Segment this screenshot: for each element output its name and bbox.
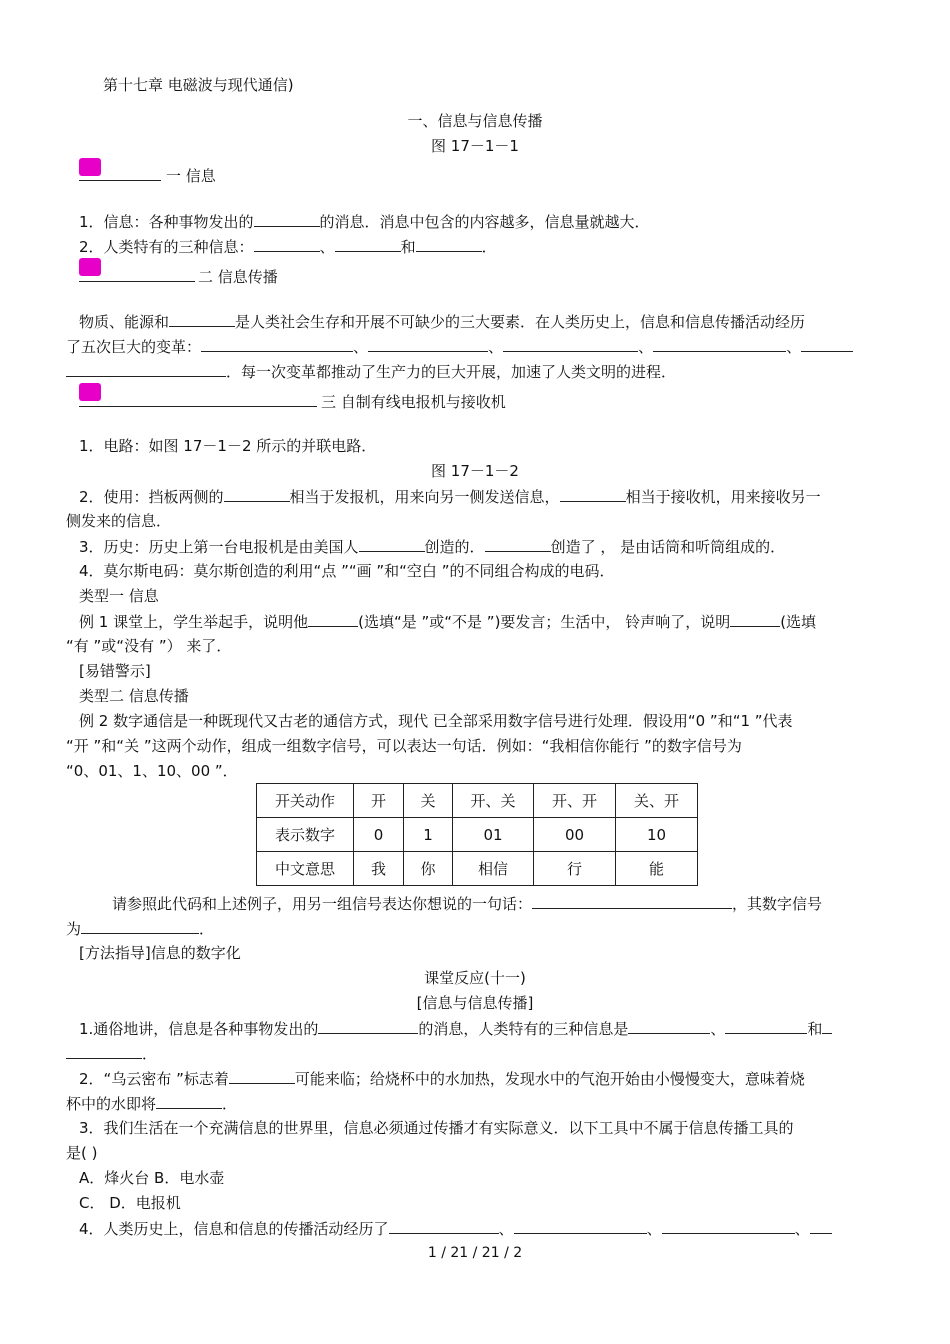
table-cell: 你 [404,852,453,886]
s3-line-3: 侧发来的信息． [66,512,172,530]
example-1-line-2: “有 ”或“没有 ”） 来了． [66,637,232,655]
example-2-line-2: “开 ”和“关 ”这两个动作，组成一组数字信号，可以表达一句话．例如：“我相信你能行 ”的数字信号为 [66,737,742,755]
section-rule [79,405,317,407]
table-row [257,784,698,818]
table-cell: 表示数字 [257,818,354,852]
q3-options-ab: A．烽火台 B．电水壶 [79,1169,225,1187]
q1-line-2: ． [66,1043,157,1064]
signal-code-table [256,783,698,886]
page-footer: 1 / 21 / 21 / 2 [427,1245,523,1261]
section-rule [79,280,195,282]
example-2-line-3: “0、01、1、10、00 ”． [66,762,238,780]
pink-marker-icon [79,258,101,276]
q3-line-2: 是( ) [66,1144,98,1162]
example-1-line-1: 例 1 课堂上，学生举起手，说明他 (选填“是 ”或“不是 ”)要发言；生活中， 铃声响了，说明 (选填 [79,613,817,631]
table-cell: 关 [404,784,453,818]
table-cell: 1 [404,818,453,852]
example-2-question-line-2: 为 ． [66,920,215,938]
table-cell: 0 [354,818,404,852]
table-cell: 能 [616,852,698,886]
q3-options-cd: C． D．电报机 [79,1194,181,1212]
table-row [257,852,698,886]
method-guide: [方法指导]信息的数字化 [79,944,241,962]
q2-line-1: 2．“乌云密布 ”标志着 可能来临；给烧杯中的水加热，发现水中的气泡开始由小慢慢变大，意味着烧 [79,1070,805,1088]
chapter-title: 第十七章 电磁波与现代通信) [103,76,294,94]
s2-line-3: ．每一次变革都推动了生产力的巨大开展，加速了人类文明的进程． [66,361,676,382]
table-cell: 开关动作 [257,784,354,818]
table-cell: 行 [534,852,616,886]
example-2-line-1: 例 2 数字通信是一种既现代又古老的通信方式，现代 已全部采用数字信号进行处理．假设用“0 ”和“1 ”代表 [79,712,793,730]
s3-line-1: 1．电路：如图 17－1－2 所示的并联电路． [79,437,377,455]
section-rule [79,179,161,181]
table-cell: 00 [534,818,616,852]
table-cell: 10 [616,818,698,852]
table-cell: 开、关 [453,784,534,818]
pink-marker-icon [79,383,101,401]
q4-line-1: 4．人类历史上，信息和信息的传播活动经历了 、 、 、 [79,1218,832,1239]
figure-caption-2: 图 17－1－2 [431,462,519,480]
s2-line-2: 了五次巨大的变革： 、 、 、 、 [66,336,853,357]
s1-line-2: 2．人类特有的三种信息： 、 和 ． [79,238,497,256]
q3-line-1: 3．我们生活在一个充满信息的世界里，信息必须通过传播才有实际意义．以下工具中不属于信息传播工具的 [79,1119,794,1137]
table-cell: 中文意思 [257,852,354,886]
s3-line-2: 2．使用：挡板两侧的 相当于发报机，用来向另一侧发送信息， 相当于接收机，用来接收另一 [79,488,821,506]
section-title: 一、信息与信息传播 [407,112,543,130]
class-reaction-subtitle: [信息与信息传播] [416,994,534,1012]
pink-marker-icon [79,158,101,176]
figure-caption-1: 图 17－1－1 [431,137,519,155]
warning-label: [易错警示] [79,662,151,680]
s3-line-4: 3．历史：历史上第一台电报机是由美国人 创造的． 创造了 ， 是由话筒和听筒组成的． [79,538,786,556]
example-2-question-line-1: 请参照此代码和上述例子，用另一组信号表达你想说的一句话： ，其数字信号 [112,895,823,913]
section-heading-2: 二 信息传播 [198,268,278,286]
section-heading-1: 一 信息 [166,167,216,185]
section-heading-3: 三 自制有线电报机与接收机 [321,393,506,411]
table-cell: 我 [354,852,404,886]
table-cell: 开 [354,784,404,818]
s2-line-1: 物质、能源和 是人类社会生存和开展不可缺少的三大要素．在人类历史上，信息和信息传播活动经历 [79,313,806,331]
type-2-heading: 类型二 信息传播 [79,687,189,705]
table-cell: 关、开 [616,784,698,818]
table-cell: 01 [453,818,534,852]
table-cell: 开、开 [534,784,616,818]
s1-line-1: 1．信息：各种事物发出的 的消息．消息中包含的内容越多，信息量就越大． [79,213,650,231]
class-reaction-title: 课堂反应(十一) [424,969,526,987]
table-row [257,818,698,852]
s3-line-5: 4．莫尔斯电码：莫尔斯创造的利用“点 ”“画 ”和“空白 ”的不同组合构成的电码． [79,562,615,580]
q1-line-1: 1.通俗地讲，信息是各种事物发出的 的消息，人类特有的三种信息是 、 和 [79,1018,832,1039]
q2-line-2: 杯中的水即将 ． [66,1095,238,1113]
type-1-heading: 类型一 信息 [79,587,159,605]
table-cell: 相信 [453,852,534,886]
